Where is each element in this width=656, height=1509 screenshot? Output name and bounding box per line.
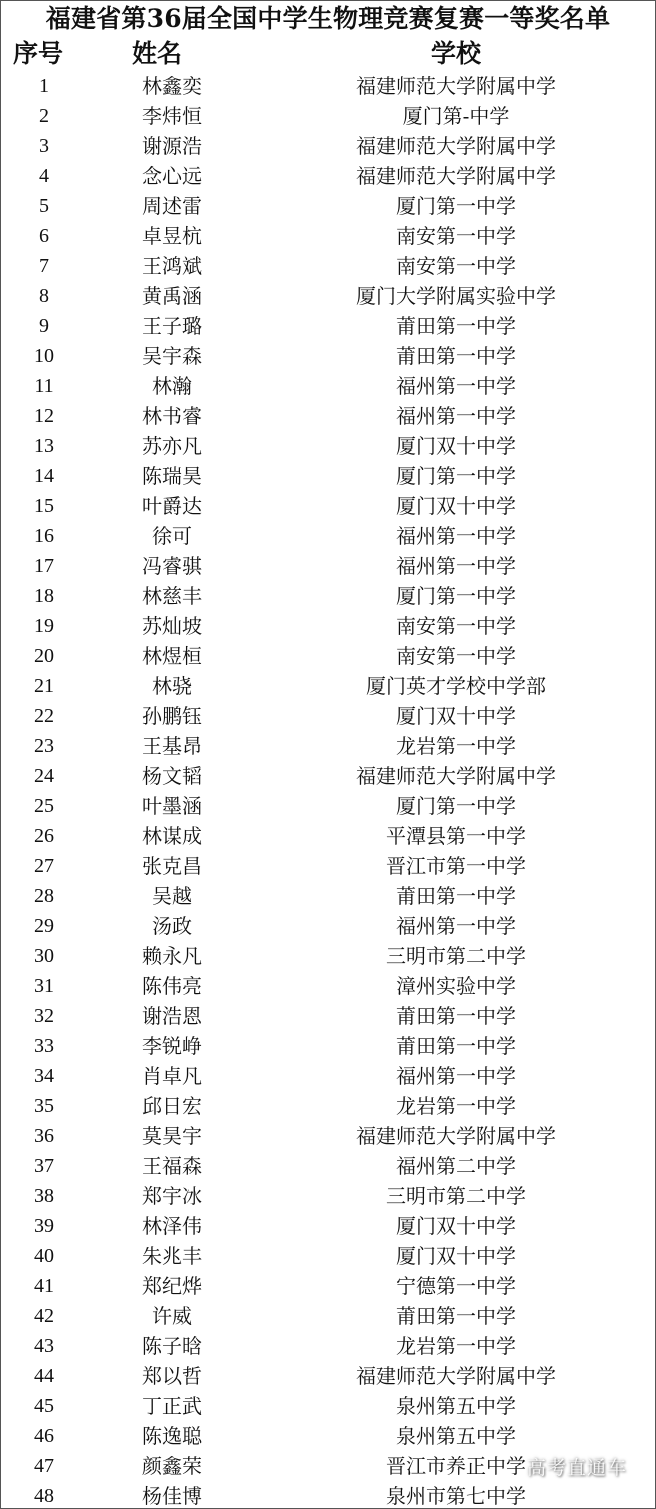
school-name: 龙岩第一中学: [396, 1334, 516, 1358]
student-name: 赖永凡: [142, 944, 202, 968]
school-name: 福州第一中学: [396, 404, 516, 428]
student-name: 林瀚: [152, 374, 192, 398]
table-row: [1, 671, 655, 701]
table-body: [1, 71, 655, 1509]
student-name: 陈逸聪: [142, 1424, 202, 1448]
student-name: 黄禹涵: [142, 284, 202, 308]
row-number: 21: [34, 675, 54, 697]
school-name: 泉州第五中学: [396, 1394, 516, 1418]
student-name: 周述雷: [142, 194, 202, 218]
student-name: 张克昌: [142, 854, 202, 878]
table-row: [1, 1181, 655, 1211]
student-name: 邱日宏: [142, 1094, 202, 1118]
school-name: 南安第一中学: [396, 224, 516, 248]
school-name: 厦门双十中学: [396, 434, 516, 458]
student-name: 苏亦凡: [142, 434, 202, 458]
header-school: 学校: [430, 39, 481, 68]
row-number: 5: [39, 195, 49, 217]
row-number: 45: [34, 1395, 54, 1417]
student-name: 丁正武: [142, 1394, 202, 1418]
row-number: 41: [34, 1275, 54, 1297]
school-name: 福建师范大学附属中学: [356, 1124, 556, 1148]
student-name: 郑以哲: [142, 1364, 202, 1388]
student-name: 朱兆丰: [142, 1244, 202, 1268]
table-row: [1, 581, 655, 611]
document-title: 福建省第36届全国中学生物理竞赛复赛一等奖名单: [45, 4, 611, 33]
school-name: 莆田第一中学: [396, 1304, 516, 1328]
row-number: 18: [34, 585, 54, 607]
school-name: 晋江市第一中学: [386, 854, 526, 878]
school-name: 莆田第一中学: [396, 314, 516, 338]
table-row: [1, 491, 655, 521]
table-row: [1, 851, 655, 881]
student-name: 肖卓凡: [142, 1064, 202, 1088]
school-name: 厦门第一中学: [396, 794, 516, 818]
table-row: [1, 551, 655, 581]
school-name: 莆田第一中学: [396, 344, 516, 368]
row-number: 3: [39, 135, 49, 157]
student-name: 林煜桓: [142, 644, 202, 668]
table-row: [1, 1361, 655, 1391]
school-name: 福州第一中学: [396, 374, 516, 398]
table-row: [1, 161, 655, 191]
row-number: 33: [34, 1035, 54, 1057]
row-number: 37: [34, 1155, 54, 1177]
student-name: 莫昊宇: [142, 1124, 202, 1148]
school-name: 莆田第一中学: [396, 884, 516, 908]
school-name: 漳州实验中学: [396, 974, 516, 998]
school-name: 福州第一中学: [396, 1064, 516, 1088]
school-name: 厦门第一中学: [396, 584, 516, 608]
school-name: 厦门大学附属实验中学: [356, 284, 556, 308]
student-name: 苏灿坡: [142, 614, 202, 638]
school-name: 福州第一中学: [396, 554, 516, 578]
row-number: 34: [34, 1065, 54, 1087]
school-name: 厦门英才学校中学部: [366, 674, 546, 698]
student-name: 谢源浩: [142, 134, 202, 158]
student-name: 林书睿: [142, 404, 202, 428]
row-number: 10: [34, 345, 54, 367]
row-number: 13: [34, 435, 54, 457]
student-name: 孙鹏钰: [142, 704, 202, 728]
table-row: [1, 341, 655, 371]
table-row: [1, 1211, 655, 1241]
table-row: [1, 1151, 655, 1181]
student-name: 陈瑞昊: [142, 464, 202, 488]
table-row: [1, 1301, 655, 1331]
student-name: 王子璐: [142, 314, 202, 338]
table-row: [1, 941, 655, 971]
row-number: 30: [34, 945, 54, 967]
row-number: 25: [34, 795, 54, 817]
table-header: [1, 37, 655, 71]
row-number: 17: [34, 555, 54, 577]
school-name: 厦门第一中学: [396, 194, 516, 218]
school-name: 厦门双十中学: [396, 1214, 516, 1238]
school-name: 龙岩第一中学: [396, 734, 516, 758]
row-number: 8: [39, 285, 49, 307]
row-number: 27: [34, 855, 54, 877]
student-name: 郑宇冰: [142, 1184, 202, 1208]
school-name: 龙岩第一中学: [396, 1094, 516, 1118]
watermark: 高考直通车: [526, 1457, 627, 1479]
school-name: 晋江市养正中学: [386, 1454, 526, 1478]
table-row: [1, 1241, 655, 1271]
table-row: [1, 521, 655, 551]
table-row: [1, 281, 655, 311]
row-number: 38: [34, 1185, 54, 1207]
row-number: 39: [34, 1215, 54, 1237]
school-name: 福州第一中学: [396, 914, 516, 938]
school-name: 福建师范大学附属中学: [356, 1364, 556, 1388]
student-name: 谢浩恩: [142, 1004, 202, 1028]
student-name: 林泽伟: [142, 1214, 202, 1238]
school-name: 福州第二中学: [396, 1154, 516, 1178]
student-name: 林鑫奕: [142, 74, 202, 98]
student-name: 汤政: [152, 914, 192, 938]
school-name: 厦门双十中学: [396, 704, 516, 728]
table-row: [1, 371, 655, 401]
student-name: 郑纪烨: [142, 1274, 202, 1298]
student-name: 杨佳博: [142, 1484, 202, 1508]
student-name: 卓昱杭: [142, 224, 202, 248]
row-number: 28: [34, 885, 54, 907]
table-row: [1, 191, 655, 221]
school-name: 泉州第五中学: [396, 1424, 516, 1448]
school-name: 莆田第一中学: [396, 1034, 516, 1058]
table-row: [1, 1061, 655, 1091]
header-name: 姓名: [131, 39, 182, 68]
table-row: [1, 71, 655, 101]
row-number: 4: [39, 165, 49, 187]
row-number: 9: [39, 315, 49, 337]
student-name: 王鸿斌: [142, 254, 202, 278]
row-number: 47: [34, 1455, 54, 1477]
row-number: 29: [34, 915, 54, 937]
row-number: 46: [34, 1425, 54, 1447]
row-number: 1: [39, 75, 49, 97]
school-name: 南安第一中学: [396, 254, 516, 278]
row-number: 16: [34, 525, 54, 547]
table-row: [1, 1091, 655, 1121]
table-row: [1, 101, 655, 131]
school-name: 莆田第一中学: [396, 1004, 516, 1028]
student-name: 王基昂: [142, 734, 202, 758]
table-row: [1, 1121, 655, 1151]
table-row: [1, 1421, 655, 1451]
row-number: 44: [34, 1365, 54, 1387]
table-row: [1, 701, 655, 731]
row-number: 14: [34, 465, 54, 487]
row-number: 22: [34, 705, 54, 727]
school-name: 厦门双十中学: [396, 1244, 516, 1268]
school-name: 厦门第一中学: [396, 464, 516, 488]
student-name: 徐可: [152, 524, 192, 548]
student-name: 冯睿骐: [142, 554, 202, 578]
row-number: 32: [34, 1005, 54, 1027]
student-name: 李锐峥: [142, 1034, 202, 1058]
row-number: 42: [34, 1305, 54, 1327]
row-number: 48: [34, 1485, 54, 1507]
table-row: [1, 731, 655, 761]
school-name: 福建师范大学附属中学: [356, 164, 556, 188]
table-row: [1, 911, 655, 941]
table-row: [1, 791, 655, 821]
school-name: 三明市第二中学: [386, 1184, 526, 1208]
row-number: 6: [39, 225, 49, 247]
table-row: [1, 611, 655, 641]
student-name: 王福森: [142, 1154, 202, 1178]
table-row: [1, 641, 655, 671]
student-name: 颜鑫荣: [142, 1454, 202, 1478]
table-row: [1, 1031, 655, 1061]
table-row: [1, 821, 655, 851]
table-row: [1, 881, 655, 911]
table-row: [1, 761, 655, 791]
school-name: 福建师范大学附属中学: [356, 134, 556, 158]
row-number: 31: [34, 975, 54, 997]
table-row: [1, 1391, 655, 1421]
school-name: 三明市第二中学: [386, 944, 526, 968]
student-name: 许威: [152, 1304, 192, 1328]
row-number: 15: [34, 495, 54, 517]
student-name: 念心远: [142, 164, 202, 188]
row-number: 43: [34, 1335, 54, 1357]
row-number: 7: [39, 255, 49, 277]
table-row: [1, 1331, 655, 1361]
table-row: [1, 221, 655, 251]
student-name: 林谋成: [142, 824, 202, 848]
school-name: 厦门第-中学: [402, 104, 510, 128]
student-name: 吴越: [152, 884, 192, 908]
row-number: 26: [34, 825, 54, 847]
row-number: 40: [34, 1245, 54, 1267]
row-number: 36: [34, 1125, 54, 1147]
school-name: 厦门双十中学: [396, 494, 516, 518]
table-row: [1, 401, 655, 431]
table-row: [1, 431, 655, 461]
school-name: 平潭县第一中学: [386, 824, 526, 848]
table-row: [1, 131, 655, 161]
student-name: 叶墨涵: [142, 794, 202, 818]
row-number: 20: [34, 645, 54, 667]
student-name: 林慈丰: [142, 584, 202, 608]
table-row: [1, 971, 655, 1001]
row-number: 19: [34, 615, 54, 637]
student-name: 林骁: [152, 674, 192, 698]
table-row: [1, 1001, 655, 1031]
row-number: 35: [34, 1095, 54, 1117]
table-row: [1, 1271, 655, 1301]
school-name: 南安第一中学: [396, 614, 516, 638]
student-name: 陈子晗: [142, 1334, 202, 1358]
row-number: 24: [34, 765, 54, 787]
table-row: [1, 1481, 655, 1509]
school-name: 泉州市第七中学: [386, 1484, 526, 1508]
school-name: 宁德第一中学: [396, 1274, 516, 1298]
student-name: 吴宇森: [142, 344, 202, 368]
student-name: 叶爵达: [142, 494, 202, 518]
header-number: 序号: [13, 39, 64, 68]
school-name: 福州第一中学: [396, 524, 516, 548]
school-name: 福建师范大学附属中学: [356, 74, 556, 98]
school-name: 福建师范大学附属中学: [356, 764, 556, 788]
row-number: 23: [34, 735, 54, 757]
row-number: 12: [34, 405, 54, 427]
row-number: 2: [39, 105, 49, 127]
row-number: 11: [34, 375, 54, 397]
school-name: 南安第一中学: [396, 644, 516, 668]
table-row: [1, 251, 655, 281]
student-name: 杨文韬: [142, 764, 202, 788]
table-row: [1, 311, 655, 341]
student-name: 陈伟亮: [142, 974, 202, 998]
table-row: [1, 461, 655, 491]
student-name: 李炜恒: [142, 104, 202, 128]
